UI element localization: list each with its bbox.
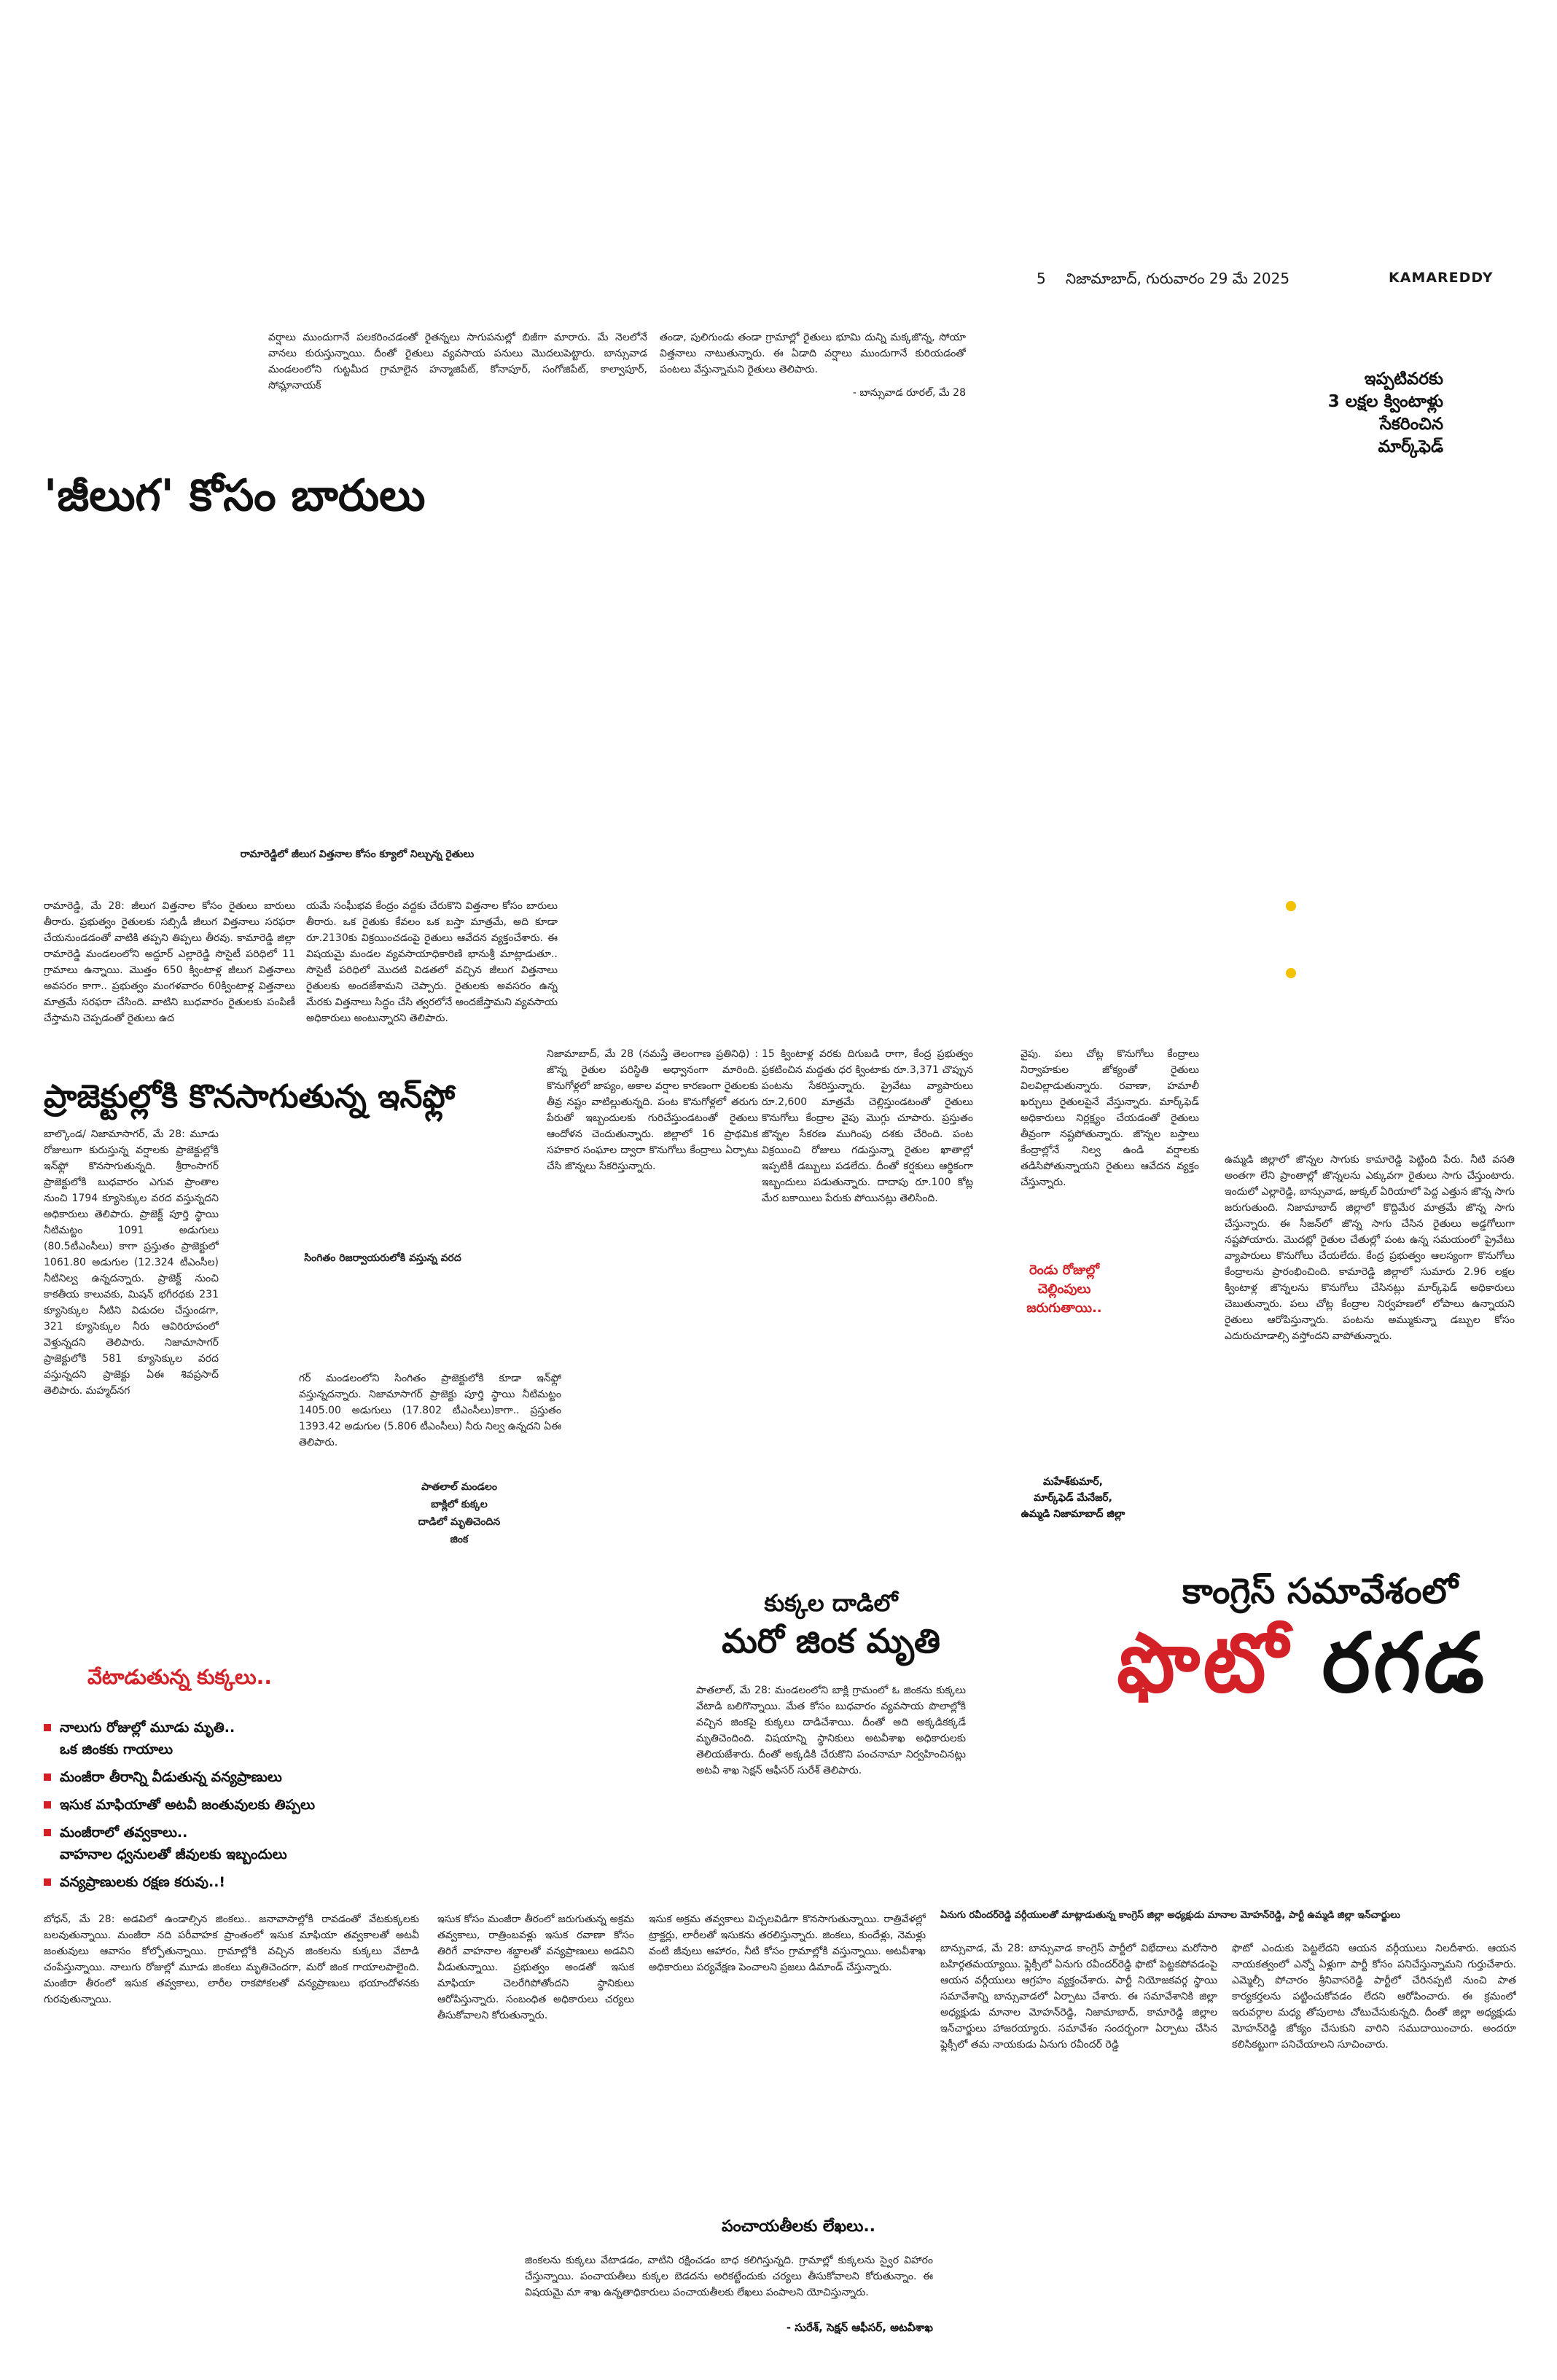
dogs-kicker: కుక్కల దాడిలో xyxy=(764,1589,898,1617)
wildlife-bullet-item: మంజీరా తీరాన్ని వీడుతున్న వన్యప్రాణులు xyxy=(44,1766,437,1788)
dateline: నిజామాబాద్, గురువారం 29 మే 2025 xyxy=(1066,270,1290,287)
inflow-col2: గర్ మండలంలోని సింగితం ప్రాజెక్టులోకి కూడా ఇన్‌ఫ్లో వస్తున్నదన్నారు. నిజామాసాగర్ ప్రాజెక్టు పూర్తి స్థాయి నీటిమట్టం 1405.00 అడుగులు (17.802 టీఎంసీలు)కాగా.. ప్రస్తుతం 1393.42 అడుగుల (5.806 టీఎంసీలు) నీరు నిల్వ ఉన్నదని ఏఈ తెలిపారు. xyxy=(299,1373,561,1448)
inflow-col1: బాల్కొండ/ నిజామాసాగర్, మే 28: మూడు రోజులుగా కురుస్తున్న వర్షాలకు ప్రాజెక్టుల్లోకి ఇన్‌ఫ్లో కొనసాగుతున్నది. శ్రీరాంసాగర్ ప్రాజెక్టులోకి బుధవారం ఎగువ ప్రాంతాల నుంచి 1794 క్యూసెక్కుల వరద వస్తున్నదని అధికారులు తెలిపారు. ప్రాజెక్ట్ పూర్తి స్థాయి నీటిమట్టం 1091 అడుగులు (80.5టీఎంసీలు) కాగా ప్రస్తుతం ప్రాజెక్టులో 1061.80 అడుగుల (12.324 టీఎంసీల) నీటినిల్వ ఉన్నదన్నారు. ప్రాజెక్ట్ నుంచి కాకతీయ కాలువకు, మిషన్ భగీరథకు 231 క్యూసెక్కుల నీటిని విడుదల చేస్తుండగా, 321 క్యూసెక్కుల నీరు ఆవిరిరూపంలో వెళ్తున్నదని తెలిపారు. నిజామాసాగర్ ప్రాజెక్టులోకి 581 క్యూసెక్కుల వరద వస్తున్నదని ప్రాజెక్టు ఏఈ శివప్రసాద్ తెలిపారు. మహ్మద్‌నగ xyxy=(44,1128,219,1397)
congress-headline-red: ఫొటో xyxy=(1117,1616,1291,1711)
dogs-col: పాతలాల్, మే 28: మండలంలోని బాక్లి గ్రామంలో ఓ జింకను కుక్కలు వేటాడి బలిగొన్నాయి. మేత కోసం బుధవారం వ్యవసాయ పొలాల్లోకి వచ్చిన జింకపై కుక్కలు దాడిచేశాయి. దీంతో అది అక్కడికక్కడే మృతిచెందింది. విషయాన్ని స్థానికులు అటవీశాఖ అధికారులకు తెలియజేశారు. దీంతో అక్కడికి చేరుకొని పంచనామా నిర్వహించినట్లు అటవీ శాఖ సెక్షన్ ఆఫీసర్ సురేశ్ తెలిపారు. xyxy=(696,1685,966,1776)
markfed-col3: వైపు. పలు చోట్ల కొనుగోలు కేంద్రాలు నిర్వాహకుల జోక్యంతో రైతులు విలవిల్లాడుతున్నారు. రవాణా, హమాలీ ఖర్చులు రైతులపైనే వేస్తున్నారు. మార్క్‌ఫెడ్ అధికారులు నిర్లక్ష్యం చేయడంతో రైతులు తీవ్రంగా నష్టపోతున్నారు. జొన్నల బస్తాలు కేంద్రాల్లోనే నిల్వ ఉండి వర్షాలకు తడిసిపోతున్నాయని రైతులు ఆవేదన వ్యక్తం చేస్తున్నారు. xyxy=(1021,1048,1199,1188)
bullet-square-icon xyxy=(44,1829,51,1836)
top-story-col1: వర్షాలు ముందుగానే పలకరించడంతో రైతన్నలు సాగుపనుల్లో బిజీగా మారారు. మే నెలలోనే వానలు కురుస్తున్నాయి. దీంతో రైతులు వ్యవసాయ పనులు మొదలుపెట్టారు. బాన్సువాడ మండలంలోని గుట్టమీద గ్రామాలైన హన్మాజిపేట్, కోనాపూర్, సంగోజిపేట్, కాల్వాపూర్, సోమ్లానాయక్ xyxy=(268,332,647,391)
markfed-quote xyxy=(1006,1261,1123,1318)
dogs-headline: మరో జింక మృతి xyxy=(722,1621,940,1661)
wildlife-bullet-item: ఇసుక మాఫియాతో అటవీ జంతువులకు తిప్పలు xyxy=(44,1794,437,1816)
inflow-photo-caption: సింగితం రిజర్వాయరులోకి వస్తున్న వరద xyxy=(304,1252,461,1264)
side-brief-line2: 3 లక్షల క్వింటాళ్లు xyxy=(1327,392,1443,411)
deer-caption-line3: దాడిలో మృతిచెందిన xyxy=(418,1516,501,1528)
bullet-square-icon xyxy=(44,1878,51,1886)
page-number: 5 xyxy=(1037,270,1046,287)
deer-caption-line4: జింక xyxy=(450,1534,469,1545)
wildlife-bullet-item: వన్యప్రాణులకు రక్షణ కరువు..! xyxy=(44,1871,437,1893)
edition-label: KAMAREDDY xyxy=(1389,270,1494,286)
jeeluga-photo-caption: రామారెడ్డిలో జీలుగ విత్తనాల కోసం క్యూలో నిల్చున్న రైతులు xyxy=(240,848,475,860)
jeeluga-col1: రామారెడ్డి, మే 28: జీలుగ విత్తనాల కోసం రైతులు బారులు తీరారు. ప్రభుత్వం రైతులకు సబ్సిడీ జీలుగ విత్తనాలు సరఫరా చేయనుండడంతో వాటికి తప్పని తిప్పలు తీరవు. కామారెడ్డి జిల్లా రామారెడ్డి మండలంలోని అద్దూర్ ఎల్లారెడ్డి సొసైటీ పరిధిలో 11 గ్రామాలు ఉన్నాయి. మొత్తం 650 క్వింటాళ్ల జీలుగ విత్తనాలు అవసరం కాగా.. ప్రభుత్వం మంగళవారం 60క్వింటాళ్ల విత్తనాలు మాత్రమే సరఫరా చేసింది. వాటిని బుధవారం రైతులకు పంపిణీ చేస్తామని చెప్పడంతో రైతులు ఉద xyxy=(44,900,295,1024)
yellow-dot xyxy=(1286,901,1296,911)
wildlife-box-title: వేటాడుతున్న కుక్కలు.. xyxy=(87,1665,272,1689)
deer-caption-line2: బాక్లిలో కుక్కల xyxy=(431,1499,488,1510)
jeeluga-headline: 'జీలుగ' కోసం బారులు xyxy=(44,470,426,521)
markfed-col1: నిజామాబాద్, మే 28 (నమస్తే తెలంగాణ ప్రతినిధి) : జొన్న రైతుల పరిస్థితి అధ్వానంగా మారింది. కొనుగోళ్లలో జాప్యం, అకాల వర్షాల కారణంగా రైతులకు తీవ్ర నష్టం వాటిల్లుతున్నది. పంట కొనుగోళ్లలో తరుగు పేరుతో ఇబ్బందులకు గురిచేస్తుండటంతో రైతులు ఆందోళన చెందుతున్నారు. జిల్లాలో 16 ప్రాథమిక సహకార సంఘాల ద్వారా కొనుగోలు కేంద్రాలు ఏర్పాటు చేసి జొన్నలు సేకరిస్తున్నారు. xyxy=(547,1048,758,1172)
quote-red-text: రెండు రోజుల్లో చెల్లింపులు జరుగుతాయి.. xyxy=(1026,1263,1102,1316)
quote-role: మార్క్‌ఫెడ్ మేనేజర్, xyxy=(1034,1492,1112,1504)
deer-photo-caption xyxy=(405,1478,514,1548)
top-story-col2: తండా, పులిగుండు తండా గ్రామాల్లో రైతులు భూమి దున్ని మక్కజొన్న, సోయా విత్తనాలు నాటుతున్నారు. ఈ ఏడాది వర్షాలు ముందుగానే కురియడంతో పంటలు వేస్తున్నామని రైతులు తెలిపారు. xyxy=(660,332,966,375)
congress-photo-caption: ఏనుగు రవీందర్‌రెడ్డి వర్గీయులతో మాట్లాడుతున్న కాంగ్రెస్ జిల్లా అధ్యక్షుడు మానాల మోహన్‌రెడ్డి, పార్టీ ఉమ్మడి జిల్లా ఇన్‌చార్జులు xyxy=(940,1910,1400,1921)
congress-col2: ఫొటో ఎందుకు పెట్టలేదని ఆయన వర్గీయులు నిలదీశారు. ఆయన నాయకత్వంలో ఎన్నో ఏళ్లుగా పార్టీ కోసం పనిచేస్తున్నామని గుర్తుచేశారు. ఎమ్మెల్సీ పోచారం శ్రీనివాసరెడ్డి పార్టీలో చేరినప్పటి నుంచి పాత కార్యకర్తలను పట్టించుకోవడం లేదని ఆరోపించారు. ఈ క్రమంలో ఇరువర్గాల మధ్య తోపులాట చోటుచేసుకున్నది. దీంతో జిల్లా అధ్యక్షుడు మోహన్‌రెడ్డి జోక్యం చేసుకుని వారిని సముదాయించారు. అందరూ కలిసికట్టుగా పనిచేయాలని సూచించారు. xyxy=(1232,1943,1516,2051)
side-brief-line1: ఇప్పటివరకు xyxy=(1364,370,1443,389)
bottom-story-col3: ఇసుక అక్రమ తవ్వకాలు విచ్చలవిడిగా కొనసాగుతున్నాయి. రాత్రివేళల్లో ట్రాక్టర్లు, లారీలతో ఇసుకను తరలిస్తున్నారు. జింకలు, కుందేళ్లు, నెమళ్లు వంటి జీవులు ఆహారం, నీటి కోసం గ్రామాల్లోకి వస్తున్నాయి. అటవీశాఖ అధికారులు పర్యవేక్షణ పెంచాలని ప్రజలు డిమాండ్ చేస్తున్నారు. xyxy=(649,1913,926,1973)
congress-kicker: కాంగ్రెస్ సమావేశంలో xyxy=(1182,1571,1458,1612)
panchayat-title: పంచాయతీలకు లేఖలు.. xyxy=(722,2217,876,2236)
bullet-square-icon xyxy=(44,1801,51,1809)
bottom-story-col1: బోధన్, మే 28: అడవిలో ఉండాల్సిన జింకలు.. జనావాసాల్లోకి రావడంతో వేటకుక్కలకు బలవుతున్నాయి. మంజీరా నది పరీవాహక ప్రాంతంలో ఇసుక మాఫియా తవ్వకాలతో అటవీ జంతువులు ఆవాసం కోల్పోతున్నాయి. గ్రామాల్లోకి వచ్చిన జింకలను కుక్కలు వేటాడి చంపేస్తున్నాయి. నాలుగు రోజుల్లో మూడు జింకలు మృతిచెందగా, మరో జింక గాయాలపాలైంది. మంజీరా తీరంలో ఇసుక తవ్వకాలు, లారీల రాకపోకలతో వన్యప్రాణులు భయాందోళనకు గురవుతున్నాయి. xyxy=(44,1913,419,2005)
side-brief xyxy=(1268,368,1443,459)
bottom-story-col2: ఇసుక కోసం మంజీరా తీరంలో జరుగుతున్న అక్రమ తవ్వకాలు, రాత్రింబవళ్లు ఇసుక రవాణా కోసం తిరిగే వాహనాల శబ్దాలతో వన్యప్రాణులు అడవిని వీడుతున్నాయి. ప్రభుత్వం అండతో ఇసుక మాఫియా చెలరేగిపోతోందని స్థానికులు ఆరోపిస్తున్నారు. సంబంధిత అధికారులు చర్యలు తీసుకోవాలని కోరుతున్నారు. xyxy=(437,1913,634,2021)
panchayat-credit: - సురేశ్, సెక్షన్ ఆఫీసర్, అటవీశాఖ xyxy=(786,2321,933,2334)
wildlife-bullet-item: నాలుగు రోజుల్లో మూడు మృతి.. ఒక జింకకు గాయాలు xyxy=(44,1717,437,1760)
inflow-headline: ప్రాజెక్టుల్లోకి కొనసాగుతున్న ఇన్‌ఫ్లో xyxy=(44,1078,456,1115)
jeeluga-col2: యమే సంఘీభవ కేంద్రం వద్దకు చేరుకొని విత్తనాల కోసం బారులు తీరారు. ఒక రైతుకు కేవలం ఒక బస్తా మాత్రమే, అది కూడా రూ.2130కు విక్రయించడంపై రైతులు ఆవేదన వ్యక్తంచేశారు. ఈ విషయమై మండల వ్యవసాయాధికారిణి భానుశ్రీ మాట్లాడుతూ.. సొసైటీ పరిధిలో మొదటి విడతలో వచ్చిన జీలుగ విత్తనాలు రైతులకు అందజేశామని చెప్పారు. రైతులకు అవసరం ఉన్న మేరకు విత్తనాలు సిద్ధం చేసి త్వరలోనే అందజేస్తామని వ్యవసాయ అధికారులు అంటున్నారని తెలిపారు. xyxy=(306,900,558,1024)
congress-col1: బాన్సువాడ, మే 28: బాన్సువాడ కాంగ్రెస్ పార్టీలో విభేదాలు మరోసారి బహిర్గతమయ్యాయి. ఫ్లెక్సీలో ఏనుగు రవీందర్‌రెడ్డి ఫొటో పెట్టకపోవడంపై ఆయన వర్గీయులు ఆగ్రహం వ్యక్తంచేశారు. పార్టీ నియోజకవర్గ స్థాయి సమావేశాన్ని బాన్సువాడలో ఏర్పాటు చేశారు. ఈ సమావేశానికి జిల్లా అధ్యక్షుడు మానాల మోహన్‌రెడ్డి, నిజామాబాద్, కామారెడ్డి జిల్లాల ఇన్‌చార్జులు హాజరయ్యారు. సమావేశం సందర్భంగా ఏర్పాటు చేసిన ఫ్లెక్సీలో తమ నాయకుడు ఏనుగు రవీందర్ రెడ్డి xyxy=(940,1943,1217,2051)
wildlife-bullet-item: మంజీరాలో తవ్వకాలు.. వాహనాల ధ్వనులతో జీవులకు ఇబ్బందులు xyxy=(44,1822,437,1865)
markfed-col2: 15 క్వింటాళ్ల వరకు దిగుబడి రాగా, కేంద్ర ప్రభుత్వం ప్రకటించిన మద్దతు ధర క్వింటాకు రూ.3,371 చొప్పున పంటను సేకరిస్తున్నారు. ప్రైవేటు వ్యాపారులు రూ.2,600 మాత్రమే చెల్లిస్తుండటంతో రైతులు కొనుగోలు కేంద్రాల వైపు మొగ్గు చూపారు. ప్రస్తుతం జొన్నల సేకరణ ముగింపు దశకు చేరింది. పంట విక్రయించి రోజులు గడుస్తున్నా రైతుల ఖాతాల్లో ఇప్పటికీ డబ్బులు పడలేదు. దీంతో కర్షకులు ఆర్థికంగా ఇబ్బందులు పడుతున్నారు. దాదాపు రూ.100 కోట్ల మేర బకాయిలు పేరుకు పోయినట్లు తెలిసింది. xyxy=(762,1048,973,1204)
side-brief-line3: సేకరించిన xyxy=(1379,415,1443,434)
quote-name: మహేశ్‌కుమార్, xyxy=(1043,1476,1103,1488)
deer-caption-line1: పాతలాల్ మండలం xyxy=(421,1481,498,1493)
top-story-credit: - బాన్సువాడ రూరల్, మే 28 xyxy=(852,387,966,399)
right-story-col1: ఉమ్మడి జిల్లాలో జొన్నల సాగుకు కామారెడ్డి పెట్టింది పేరు. నీటి వసతి అంతగా లేని ప్రాంతాల్లో జొన్నలను ఎక్కువగా రైతులు సాగు చేస్తుంటారు. ఇందులో ఎల్లారెడ్డి, బాన్సువాడ, జుక్కల్ ఏరియాలో పెద్ద ఎత్తున జొన్న సాగు జరుగుతుంది. నిజామాబాద్ జిల్లాలో కొద్దిమేర మాత్రమే జొన్న సాగు చేస్తున్నారు. ఈ సీజన్‌లో జొన్న సాగు చేసిన రైతులు అడ్డగోలుగా నష్టపోయారు. మొదట్లో రైతుల చేతుల్లో పంట ఉన్న సమయంలో ప్రైవేటు వ్యాపారులు కొనుగోలు చేయలేదు. కేంద్ర ప్రభుత్వం ఆలస్యంగా కొనుగోలు కేంద్రాలను ప్రారంభించింది. కామారెడ్డి జిల్లాలో సుమారు 2.96 లక్షల క్వింటాళ్ల జొన్నలను కొనుగోలు చేసినట్లు మార్క్‌ఫెడ్ అధికారులు చెబుతున్నారు. పలు చోట్ల కేంద్రాల నిర్వహణలో లోపాలు ఉన్నాయని రైతులు ఆరోపిస్తున్నారు. పంటను అమ్ముకున్నా డబ్బుల కోసం ఎదురుచూడాల్సి వస్తోందని వాపోతున్నారు. xyxy=(1225,1154,1515,1342)
wildlife-bullet-list xyxy=(44,1717,437,1899)
quote-attribution xyxy=(956,1474,1190,1522)
yellow-dot xyxy=(1286,968,1296,978)
congress-headline xyxy=(1064,1612,1487,1714)
panchayat-text: జింకలను కుక్కలు వేటాడడం, వాటిని రక్షించడం బాధ కలిగిస్తున్నది. గ్రామాల్లో కుక్కలను స్వైర విహారం చేస్తున్నాయి. పంచాయతీలు కుక్కల బెడదను అరికట్టేందుకు చర్యలు తీసుకోవాలని కోరుతున్నాం. ఈ విషయమై మా శాఖ ఉన్నతాధికారులు పంచాయతీలకు లేఖలు పంపాలని యోచిస్తున్నారు. xyxy=(525,2255,933,2298)
quote-district: ఉమ్మడి నిజామాబాద్ జిల్లా xyxy=(1021,1508,1125,1520)
bullet-square-icon xyxy=(44,1724,51,1731)
side-brief-line4: మార్క్‌ఫెడ్ xyxy=(1378,437,1443,456)
congress-headline-black: రగడ xyxy=(1322,1616,1487,1711)
bullet-square-icon xyxy=(44,1774,51,1781)
